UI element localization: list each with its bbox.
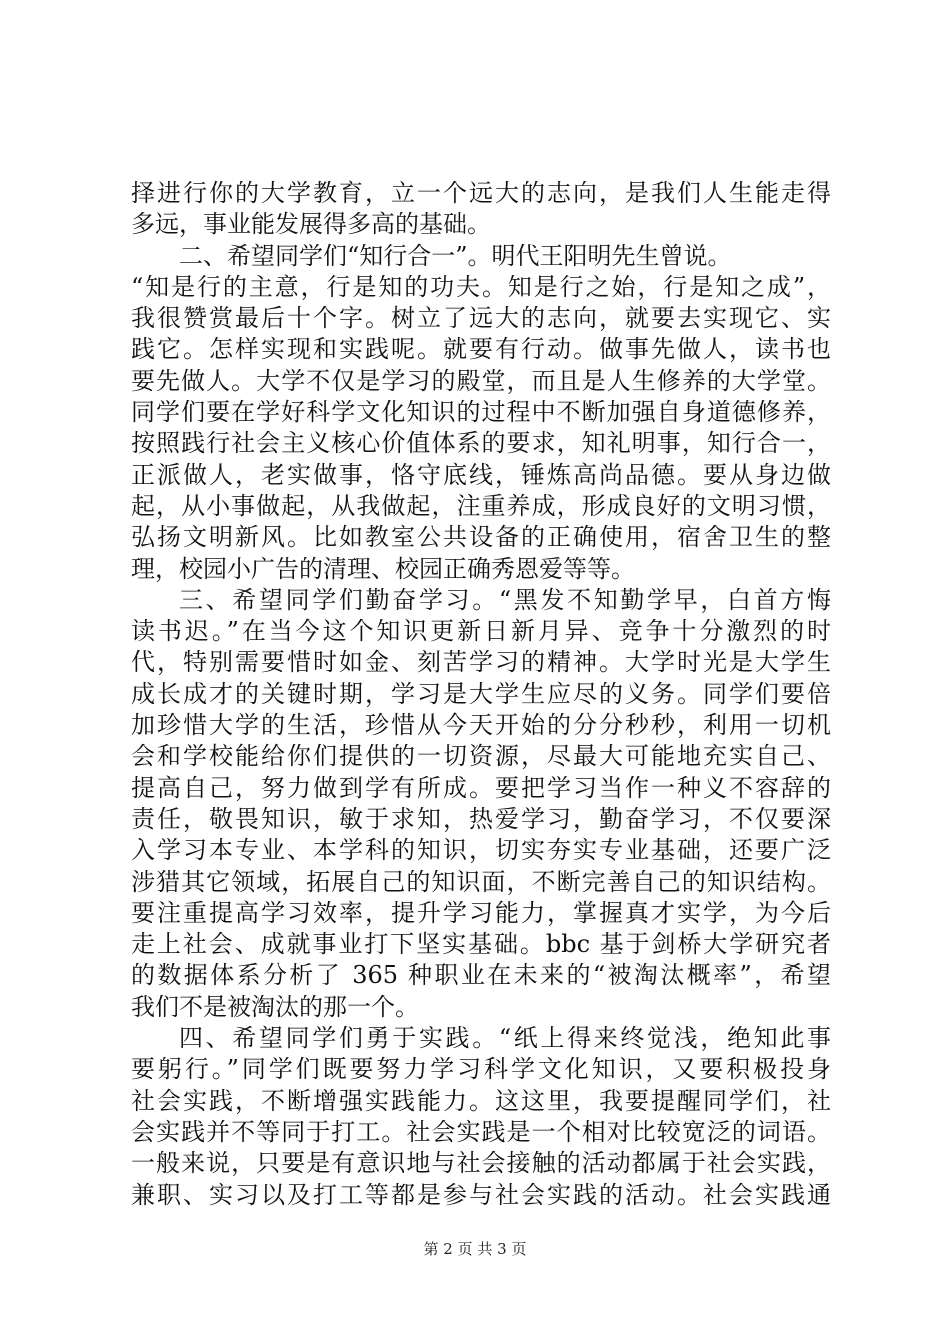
body-text [131, 178, 831, 1211]
text-line: 正派做人，老实做事，恪守底线，锤炼高尚品德。要从身边做 [131, 460, 831, 489]
text-line: 代，特别需要惜时如金、刻苦学习的精神。大学时光是大学生 [131, 648, 831, 677]
text-line: 会和学校能给你们提供的一切资源，尽最大可能地充实自己、 [131, 742, 831, 771]
text-line: 四、希望同学们勇于实践。“纸上得来终觉浅，绝知此事 [179, 1024, 831, 1053]
text-line: 践它。怎样实现和实践呢。就要有行动。做事先做人，读书也 [131, 335, 831, 364]
text-line: 弘扬文明新风。比如教室公共设备的正确使用，宿舍卫生的整 [131, 523, 831, 552]
text-line: 提高自己，努力做到学有所成。要把学习当作一种义不容辞的 [131, 773, 831, 802]
text-line: 要先做人。大学不仅是学习的殿堂，而且是人生修养的大学堂。 [131, 366, 831, 395]
text-line: 入学习本专业、本学科的知识，切实夯实专业基础，还要广泛 [131, 836, 831, 865]
text-line: 择进行你的大学教育，立一个远大的志向，是我们人生能走得 [131, 179, 831, 207]
text-line: 要注重提高学习效率，提升学习能力，掌握真才实学，为今后 [131, 898, 831, 927]
text-line: 理，校园小广告的清理、校园正确秀恩爱等等。 [131, 554, 635, 583]
text-line: 走上社会、成就事业打下坚实基础。bbc 基于剑桥大学研究者 [131, 930, 831, 959]
text-line: 兼职、实习以及打工等都是参与社会实践的活动。社会实践通 [131, 1180, 831, 1209]
text-line: “知是行的主意，行是知的功夫。知是行之始，行是知之成”， [131, 272, 831, 301]
text-line: 涉猎其它领域，拓展自己的知识面，不断完善自己的知识结构。 [131, 867, 831, 896]
text-line: 多远，事业能发展得多高的基础。 [131, 210, 491, 239]
text-line: 加珍惜大学的生活，珍惜从今天开始的分分秒秒，利用一切机 [131, 711, 831, 740]
text-line: 的数据体系分析了 365 种职业在未来的“被淘汰概率”，希望 [131, 961, 831, 990]
text-line: 二、希望同学们“知行合一”。明代王阳明先生曾说。 [179, 241, 732, 270]
text-line: 三、希望同学们勤奋学习。“黑发不知勤学早，白首方悔 [179, 585, 831, 614]
text-line: 成长成才的关键时期，学习是大学生应尽的义务。同学们要倍 [131, 679, 831, 708]
text-line: 起，从小事做起，从我做起，注重养成，形成良好的文明习惯， [131, 491, 831, 520]
text-line: 社会实践，不断增强实践能力。这这里，我要提醒同学们，社 [131, 1086, 831, 1115]
text-line: 会实践并不等同于打工。社会实践是一个相对比较宽泛的词语。 [131, 1117, 831, 1146]
text-line: 按照践行社会主义核心价值体系的要求，知礼明事，知行合一， [131, 429, 831, 458]
page-footer: 第 2 页 共 3 页 [423, 1240, 527, 1258]
text-line: 责任，敬畏知识，敏于求知，热爱学习，勤奋学习，不仅要深 [131, 804, 831, 833]
text-line: 读书迟。”在当今这个知识更新日新月异、竞争十分激烈的时 [131, 617, 831, 646]
text-line: 一般来说，只要是有意识地与社会接触的活动都属于社会实践， [131, 1149, 831, 1178]
text-line: 同学们要在学好科学文化知识的过程中不断加强自身道德修养， [131, 398, 831, 427]
text-line: 我们不是被淘汰的那一个。 [131, 992, 419, 1021]
text-line: 要躬行。”同学们既要努力学习科学文化知识，又要积极投身 [131, 1055, 831, 1084]
text-line: 我很赞赏最后十个字。树立了远大的志向，就要去实现它、实 [131, 304, 831, 333]
